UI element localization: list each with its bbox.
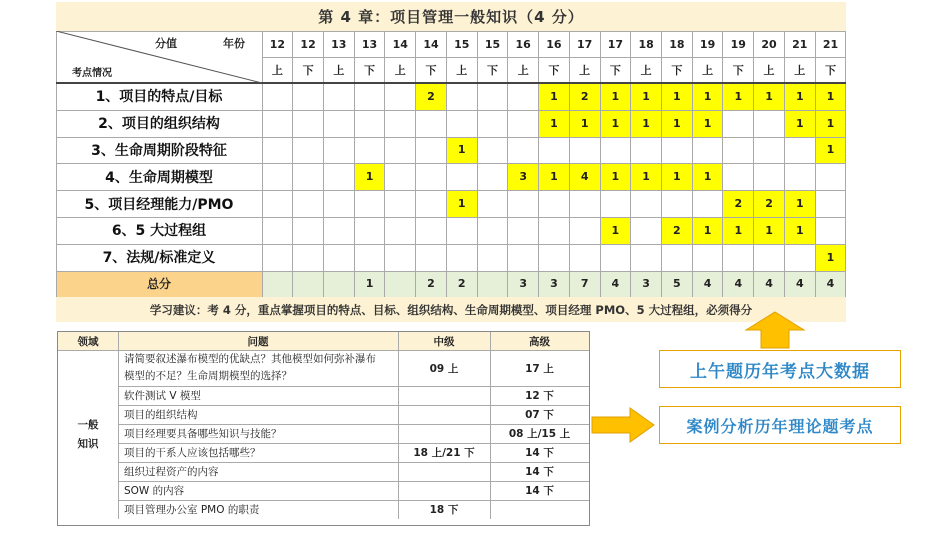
case-high: 14 下 — [525, 485, 554, 497]
year-header: 17 — [577, 37, 593, 51]
year-header: 21 — [822, 37, 839, 51]
year-header: 20 — [761, 37, 777, 51]
row-label: 1、项目的特点/目标 — [95, 89, 223, 106]
case-vline — [490, 332, 491, 519]
total-value-cell: 7 — [569, 271, 600, 298]
case-mid — [398, 386, 490, 405]
case-vline — [118, 332, 119, 519]
header-diagonal — [56, 31, 262, 83]
total-value-cell — [293, 271, 324, 298]
score-cell: 1 — [631, 110, 662, 137]
case-high — [490, 500, 589, 519]
row-label: 3、生命周期阶段特征 — [91, 142, 227, 159]
year-label: 年份 — [223, 37, 245, 50]
case-question-line: 模型的不足？生命周期模型的选择？ — [124, 370, 292, 382]
case-high: 14 下 — [525, 447, 554, 459]
half-header: 上 — [517, 64, 529, 77]
year-header: 18 — [638, 37, 654, 51]
case-mid — [398, 462, 490, 481]
half-header: 上 — [794, 64, 806, 77]
total-value-cell: 4 — [692, 271, 723, 298]
score-cell: 1 — [600, 163, 631, 190]
score-cell: 1 — [784, 110, 815, 137]
chapter-title: 第 4 章：项目管理一般知识（4 分） — [56, 2, 846, 31]
year-header: 21 — [792, 37, 808, 51]
case-mid: 18 上/21 下 — [413, 447, 475, 459]
score-cell: 1 — [754, 83, 785, 110]
case-mid: 09 上 — [429, 362, 459, 375]
score-cell: 1 — [723, 217, 754, 244]
grid-hline — [56, 137, 846, 138]
score-cell: 3 — [508, 163, 539, 190]
score-cell: 1 — [600, 110, 631, 137]
total-value-cell: 3 — [508, 271, 539, 298]
year-header: 19 — [730, 37, 746, 51]
score-cell: 1 — [754, 217, 785, 244]
score-cell: 1 — [692, 163, 723, 190]
half-header: 下 — [732, 64, 744, 77]
score-cell: 1 — [539, 163, 570, 190]
total-value-cell: 4 — [784, 271, 815, 298]
total-value-cell — [323, 271, 354, 298]
score-label: 分值 — [155, 37, 177, 50]
year-header: 18 — [669, 37, 685, 51]
morning-exam-callout: 上午题历年考点大数据 — [659, 350, 901, 388]
grid-hline — [56, 163, 846, 164]
score-cell: 1 — [692, 217, 723, 244]
case-domain-line: 一般 — [77, 418, 99, 431]
case-high: 12 下 — [525, 390, 554, 402]
total-label-cell: 总分 — [56, 271, 262, 298]
row-label: 7、法规/标准定义 — [102, 250, 216, 267]
case-question — [124, 350, 396, 386]
grid-hline — [56, 110, 846, 111]
year-header: 13 — [331, 37, 347, 51]
score-cell: 1 — [446, 190, 477, 217]
row-label: 2、项目的组织结构 — [98, 116, 220, 133]
score-cell: 1 — [569, 110, 600, 137]
total-value-cell: 2 — [416, 271, 447, 298]
score-cell: 4 — [569, 163, 600, 190]
total-value-cell: 4 — [600, 271, 631, 298]
score-cell: 1 — [539, 83, 570, 110]
total-value-cell — [385, 271, 416, 298]
case-mid — [398, 481, 490, 500]
score-cell: 1 — [631, 83, 662, 110]
exam-label: 考点情况 — [72, 67, 112, 79]
case-question: SOW 的内容 — [124, 485, 185, 497]
year-header: 16 — [515, 37, 531, 51]
half-header: 上 — [763, 64, 775, 77]
total-value-cell: 3 — [631, 271, 662, 298]
year-header: 17 — [607, 37, 624, 51]
score-cell: 1 — [784, 190, 815, 217]
half-header: 上 — [640, 64, 652, 77]
grid-hline — [262, 57, 846, 58]
total-value-cell: 5 — [661, 271, 692, 298]
half-header: 下 — [824, 64, 836, 77]
year-header: 14 — [392, 37, 408, 51]
case-mid — [398, 424, 490, 443]
total-value-cell: 4 — [815, 271, 846, 298]
score-cell: 2 — [661, 217, 692, 244]
score-cell: 1 — [784, 217, 815, 244]
year-header: 12 — [269, 37, 286, 51]
score-cell: 1 — [600, 83, 631, 110]
score-cell: 2 — [754, 190, 785, 217]
score-cell: 1 — [692, 110, 723, 137]
case-vline — [398, 332, 399, 519]
score-cell: 1 — [600, 217, 631, 244]
year-header: 16 — [546, 37, 562, 51]
half-header: 下 — [364, 64, 376, 77]
row-label: 6、5 大过程组 — [111, 223, 207, 240]
half-header: 下 — [425, 64, 437, 77]
grid-hline — [56, 190, 846, 191]
case-high: 07 下 — [525, 409, 554, 421]
half-header: 上 — [702, 64, 714, 77]
score-cell: 1 — [661, 110, 692, 137]
half-header: 下 — [609, 64, 621, 77]
year-header: 15 — [484, 37, 501, 51]
total-value-cell: 2 — [446, 271, 477, 298]
score-cell: 1 — [692, 83, 723, 110]
case-analysis-callout: 案例分析历年理论题考点 — [659, 406, 901, 444]
grid-hline — [56, 217, 846, 218]
score-cell: 1 — [815, 244, 846, 271]
score-cell: 1 — [784, 83, 815, 110]
total-value-cell — [477, 271, 508, 298]
case-mid — [398, 405, 490, 424]
half-header: 上 — [456, 64, 468, 77]
case-question: 项目的干系人应该包括哪些？ — [124, 447, 261, 459]
score-cell: 1 — [446, 137, 477, 164]
case-high: 08 上/15 上 — [508, 428, 571, 440]
total-value-cell: 1 — [354, 271, 385, 298]
score-cell: 1 — [661, 163, 692, 190]
up-arrow-icon — [744, 310, 806, 350]
case-high: 14 下 — [525, 466, 554, 478]
half-header: 上 — [271, 64, 283, 77]
score-cell: 1 — [661, 83, 692, 110]
score-cell: 1 — [631, 163, 662, 190]
half-header: 下 — [486, 64, 498, 77]
case-mid: 18 下 — [429, 504, 459, 516]
study-advice: 学习建议：考 4 分，重点掌握项目的特点、目标、组织结构、生命周期模型、项目经理 PMO、5 大过程组，必须得分 — [56, 297, 846, 322]
year-header: 14 — [423, 37, 439, 51]
score-cell: 1 — [539, 110, 570, 137]
case-header-cell: 问题 — [247, 335, 269, 348]
score-cell: 2 — [416, 83, 447, 110]
score-cell: 1 — [723, 83, 754, 110]
score-cell: 1 — [354, 163, 385, 190]
case-header-cell: 中级 — [433, 335, 455, 348]
case-domain — [58, 350, 118, 519]
year-header: 19 — [699, 37, 716, 51]
score-cell: 1 — [815, 110, 846, 137]
row-label: 4、生命周期模型 — [105, 169, 213, 186]
half-header: 上 — [579, 64, 591, 77]
year-header: 12 — [300, 37, 316, 51]
case-question: 项目管理办公室 PMO 的职责 — [124, 504, 260, 516]
case-domain-line: 知识 — [77, 437, 99, 450]
total-value-cell: 4 — [723, 271, 754, 298]
total-value-cell: 3 — [539, 271, 570, 298]
half-header: 下 — [548, 64, 560, 77]
half-header: 下 — [302, 64, 314, 77]
half-header: 上 — [333, 64, 345, 77]
grid-hline — [56, 244, 846, 245]
score-grid — [56, 31, 846, 297]
half-header: 下 — [671, 64, 683, 77]
case-question: 项目经理要具备哪些知识与技能？ — [124, 428, 282, 440]
case-question: 项目的组织结构 — [124, 409, 198, 421]
case-header-cell: 领域 — [77, 335, 99, 348]
right-arrow-icon — [590, 406, 656, 444]
total-value-cell — [262, 271, 293, 298]
case-question-line: 请简要叙述瀑布模型的优缺点？其他模型如何弥补瀑布 — [124, 353, 376, 365]
case-high: 17 上 — [525, 362, 554, 375]
score-cell: 2 — [569, 83, 600, 110]
total-value-cell: 4 — [754, 271, 785, 298]
case-question: 软件测试 V 模型 — [124, 390, 201, 402]
year-header: 15 — [454, 37, 470, 51]
grid-hline — [56, 271, 846, 272]
case-analysis-table — [57, 331, 590, 526]
half-header: 上 — [394, 64, 406, 77]
year-header: 13 — [361, 37, 378, 51]
case-hline — [58, 350, 589, 351]
score-cell: 1 — [815, 137, 846, 164]
score-cell: 1 — [815, 83, 846, 110]
score-cell: 2 — [723, 190, 754, 217]
row-label: 5、项目经理能力/PMO — [84, 196, 234, 213]
case-question: 组织过程资产的内容 — [124, 466, 219, 478]
case-header-cell: 高级 — [529, 335, 550, 348]
